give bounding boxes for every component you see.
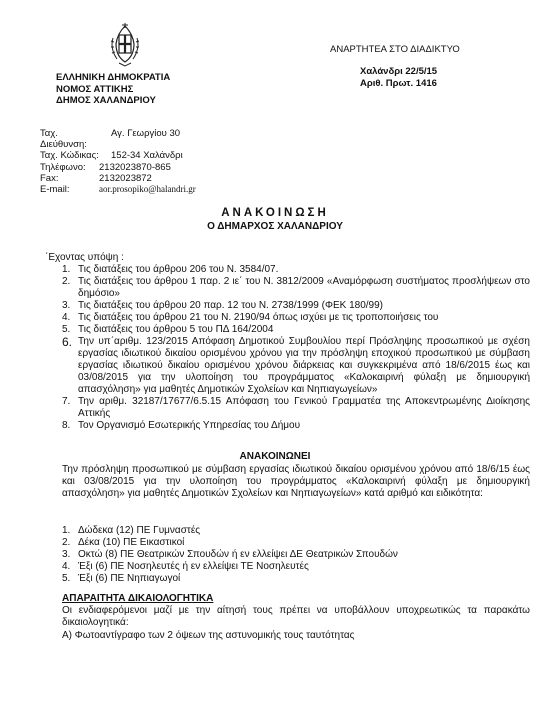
email-link[interactable]: aor.prosopiko@halandri.gr — [99, 184, 196, 195]
list-item: 6. Την υπ΄αριθμ. 123/2015 Απόφαση Δημοτικού Συμβουλίου περί Πρόσληψης προσωπικού με σχέση εργασίας ιδιωτικού δικαίου ορισμένου χρόνου για την πρόσληψη εποχικού προσωπικού με σύμβαση εργασίας ιδιωτικού δικαίου ορισμένου χρόνου διάρκειας και συγκεκριμένα από 18/6/2015 έως και 03/08/2015 για την υλοποίηση του προγράμματος «Καλοκαιρινή φύλαξη με δημιουργική απασχόληση» για μαθητές Δημοτικών Σχολείων και Νηπιαγωγείων» — [62, 335, 530, 395]
list-item: 4. Τις διατάξεις του άρθρου 21 του Ν. 2190/94 όπως ισχύει με τις τροποποιήσεις του — [62, 312, 439, 323]
considerations-list — [62, 264, 530, 432]
list-item: 8. Τον Οργανισμό Εσωτερικής Υπηρεσίας του Δήμου — [62, 420, 301, 431]
requirements-paragraph: Οι ενδιαφερόμενοι μαζί με την αίτησή τους πρέπει να υποβάλλουν υποχρεωτικώς τα παρακάτω δικαιολογητικά: — [62, 605, 530, 628]
list-item: 2. Τις διατάξεις του άρθρου 1 παρ. 2 ιε΄ του Ν. 3812/2009 «Αναμόρφωση συστήματος προσλήψεων στο δημόσιο» — [62, 276, 530, 299]
document-subtitle: Ο ΔΗΜΑΡΧΟΣ ΧΑΛΑΝΔΡΙΟΥ — [207, 221, 343, 232]
list-item: 5. Έξι (6) ΠΕ Νηπιαγωγοί — [62, 573, 181, 584]
document-date: Χαλάνδρι 22/5/15 — [360, 66, 438, 77]
contact-value: 2132023870-865 — [99, 161, 171, 173]
contact-value: 152-34 Χαλάνδρι — [111, 150, 183, 162]
document-title: ΑΝΑΚΟΙΝΩΣΗ — [221, 207, 329, 219]
contact-row — [40, 162, 196, 173]
posting-notice: ΑΝΑΡΤΗΤΕΑ ΣΤΟ ΔΙΑΔΙΚΤΥΟ — [330, 44, 460, 55]
contact-value: 2132023872 — [99, 172, 152, 184]
list-item: 1. Δώδεκα (12) ΠΕ Γυμναστές — [62, 525, 201, 536]
list-item: 1. Τις διατάξεις του άρθρου 206 του Ν. 3584/07. — [62, 264, 279, 275]
list-item: 5. Τις διατάξεις του άρθρου 5 του ΠΔ 164/2004 — [62, 324, 274, 335]
positions-list — [62, 525, 530, 585]
contact-label: Τηλέφωνο: — [40, 161, 86, 173]
contact-label: Fax: — [40, 172, 59, 184]
requirement-item: Α) Φωτοαντίγραφο των 2 όψεων της αστυνομικής τους ταυτότητας — [62, 630, 355, 641]
org-line: ΔΗΜΟΣ ΧΑΛΑΝΔΡΙΟΥ — [56, 95, 156, 106]
contact-value: Αγ. Γεωργίου 30 — [111, 128, 181, 139]
date-protocol-block — [360, 66, 437, 89]
contact-details — [40, 128, 196, 195]
contact-label: Ταχ. Διεύθυνση: — [40, 128, 87, 151]
protocol-number: Αριθ. Πρωτ. 1416 — [360, 77, 437, 89]
list-item: 3. Οκτώ (8) ΠΕ Θεατρικών Σπουδών ή εν ελλείψει ΔΕ Θεατρικών Σπουδών — [62, 549, 398, 560]
contact-row — [40, 150, 196, 161]
considering-label: ΄Εχοντας υπόψη : — [45, 252, 124, 263]
organization-header — [56, 72, 170, 107]
contact-label: Ταχ. Κώδικας: — [40, 150, 99, 162]
greek-emblem-icon — [109, 22, 141, 68]
contact-label: E-mail: — [40, 184, 70, 196]
contact-row — [40, 184, 196, 195]
org-line: ΕΛΛΗΝΙΚΗ ΔΗΜΟΚΡΑΤΙΑ — [56, 72, 171, 83]
requirements-heading: ΑΠΑΡΑΙΤΗΤΑ ΔΙΚΑΙΟΛΟΓΗΤΙΚΑ — [62, 593, 214, 604]
contact-row — [40, 128, 196, 150]
list-item: 2. Δέκα (10) ΠΕ Εικαστικοί — [62, 537, 185, 548]
announce-paragraph: Την πρόσληψη προσωπικού με σύμβαση εργασίας ιδιωτικού δικαίου ορισμένου χρόνου από 18/6/15 έως και 03/08/2015 για την υλοποίηση του προγράμματος «Καλοκαιρινή φύλαξη με δημιουργική απασχόληση» για μαθητές Δημοτικών Σχολείων και Νηπιαγωγείων» κατά αριθμό και ειδικότητα: — [62, 464, 530, 499]
contact-row — [40, 173, 196, 184]
announce-heading: ΑΝΑΚΟΙΝΩΝΕΙ — [239, 451, 311, 462]
org-line: ΝΟΜΟΣ ΑΤΤΙΚΗΣ — [56, 83, 134, 95]
list-item: 4. Έξι (6) ΠΕ Νοσηλευτές ή εν ελλείψει ΤΕ Νοσηλευτές — [62, 561, 309, 572]
list-item: 7. Την αριθμ. 32187/17677/6.5.15 Απόφαση του Γενικού Γραμματέα της Αποκεντρωμένης Διοίκησης Αττικής — [62, 396, 530, 419]
list-item: 3. Τις διατάξεις του άρθρου 20 παρ. 12 του Ν. 2738/1999 (ΦΕΚ 180/99) — [62, 300, 383, 311]
